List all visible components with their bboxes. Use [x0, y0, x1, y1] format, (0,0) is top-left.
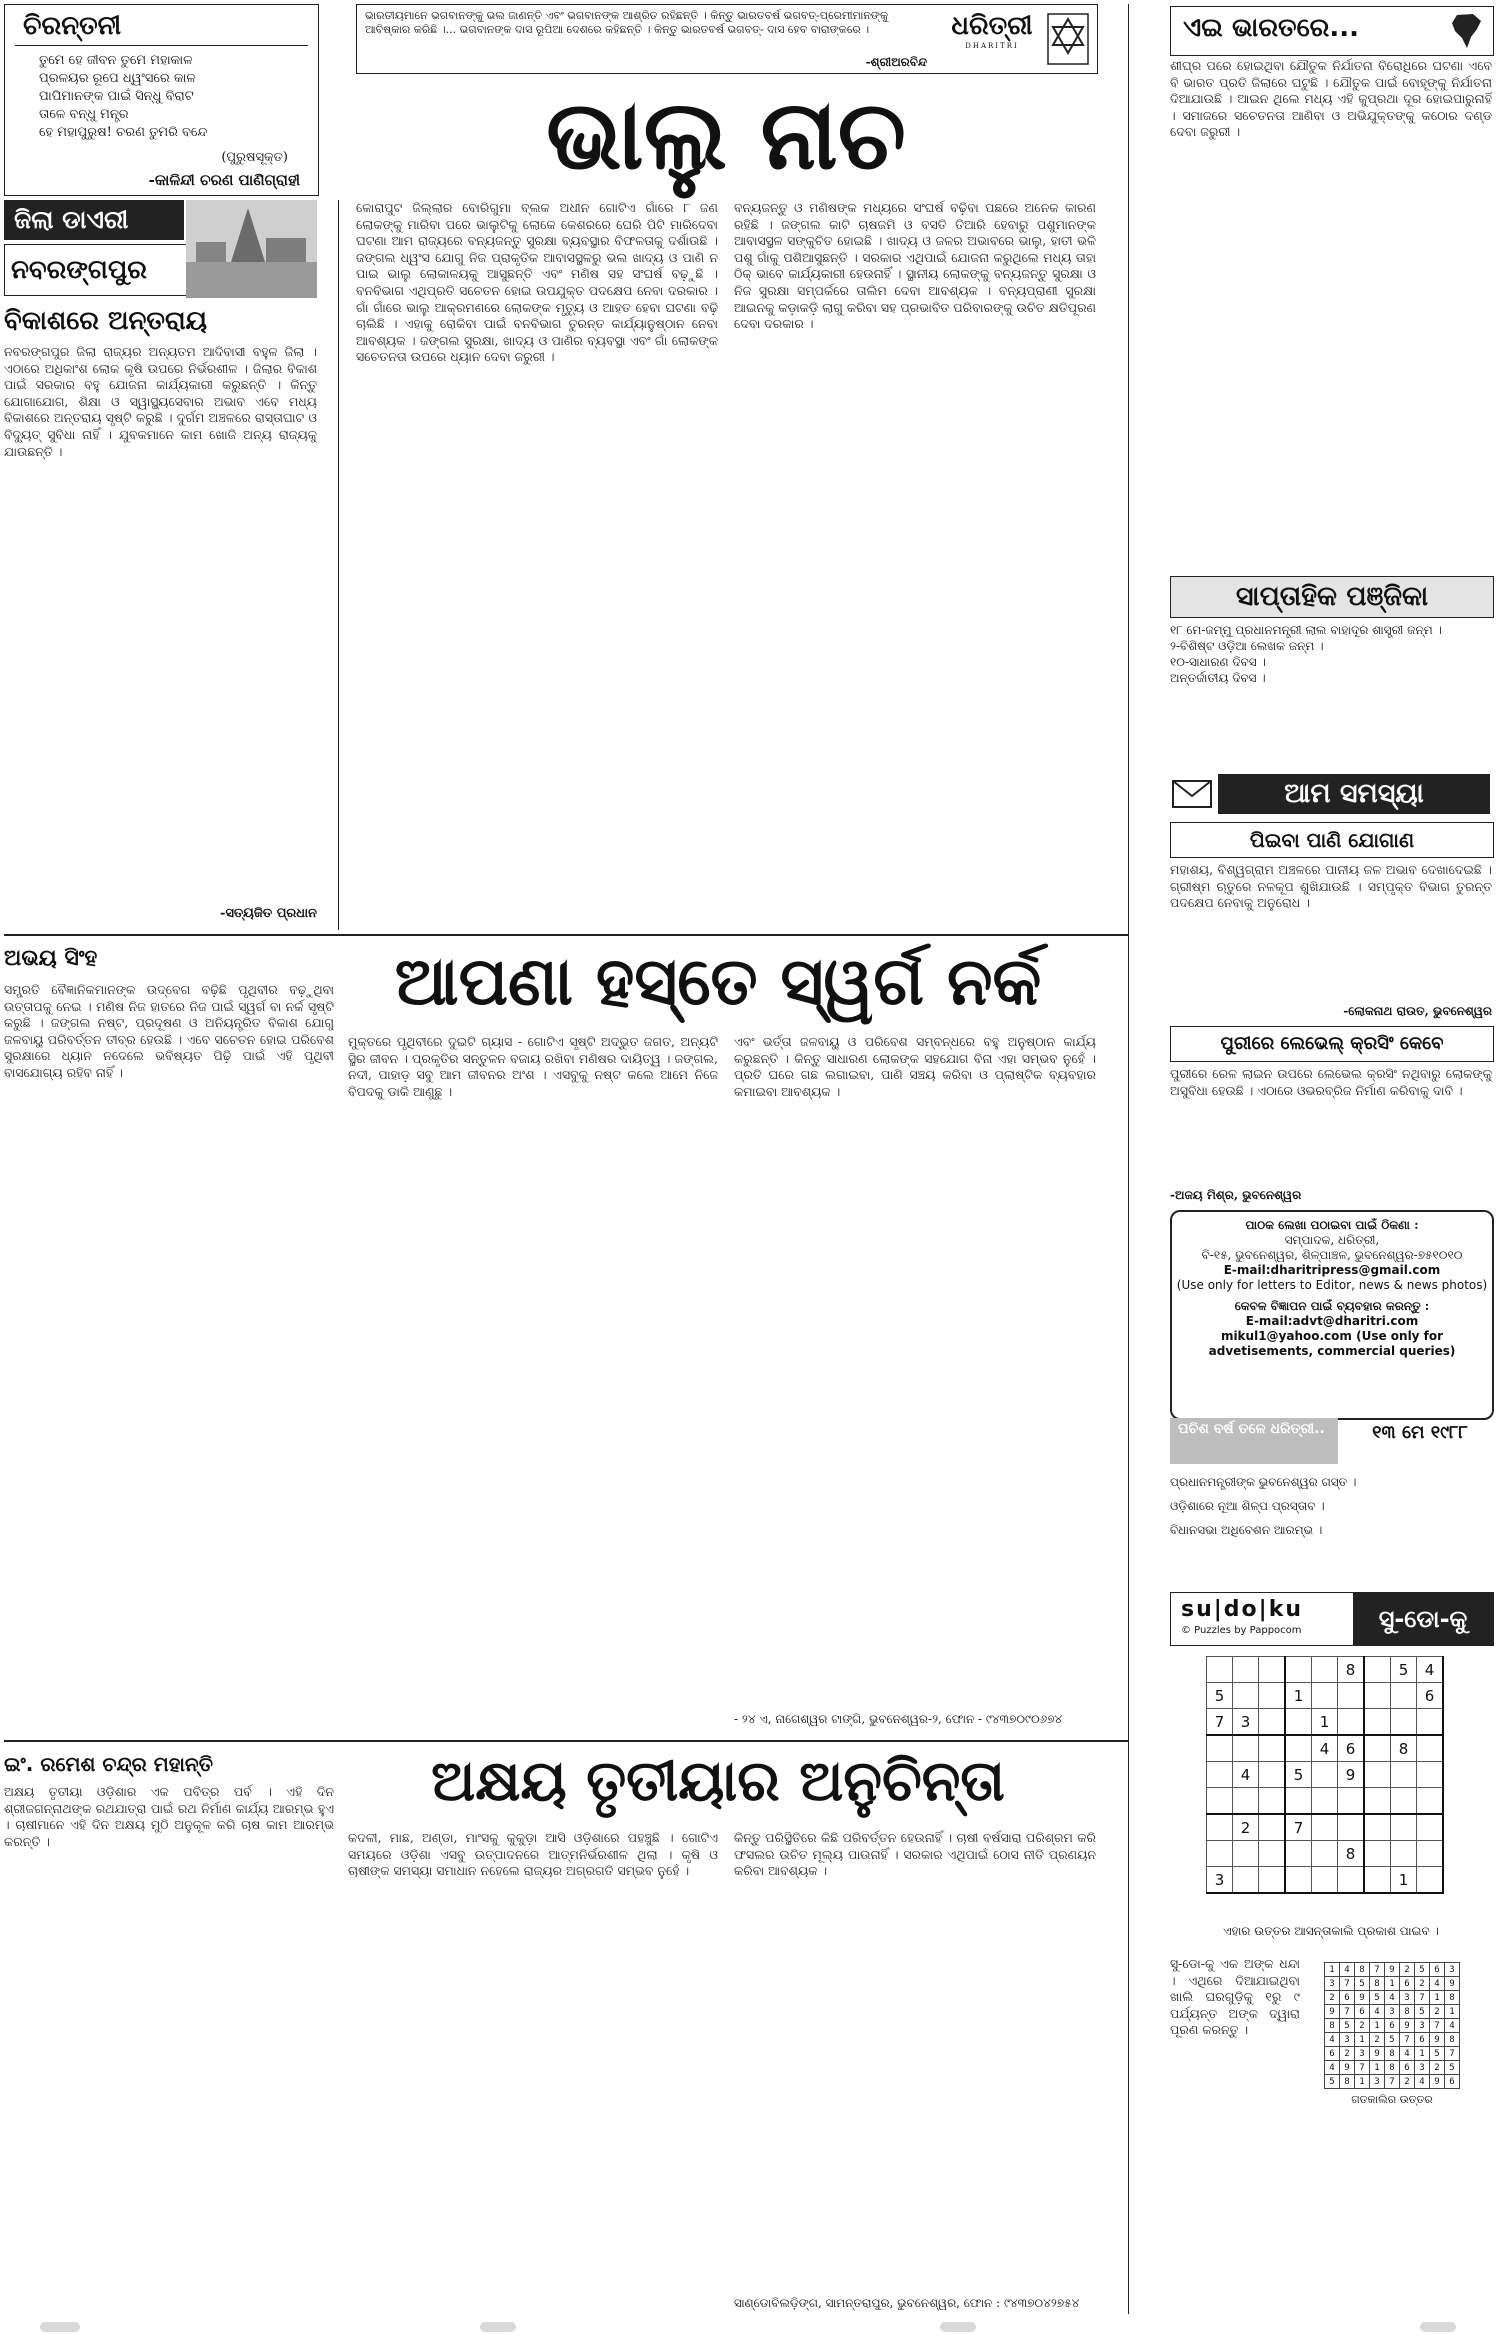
sudoku-cell[interactable]	[1259, 1762, 1286, 1788]
sudoku-instructions	[1170, 1956, 1300, 2156]
district-header	[4, 200, 317, 300]
solution-cell: 9	[1370, 2047, 1385, 2061]
sudoku-cell[interactable]: 6	[1417, 1683, 1444, 1709]
solution-cell: 2	[1430, 2005, 1445, 2019]
sudoku-cell[interactable]	[1259, 1814, 1286, 1841]
solution-cell: 8	[1325, 2019, 1340, 2033]
sudoku-cell[interactable]	[1312, 1762, 1338, 1788]
sudoku-cell[interactable]	[1338, 1788, 1365, 1815]
sudoku-sub: © Puzzles by Pappocom	[1181, 1625, 1302, 1636]
solution-cell: 3	[1445, 1963, 1460, 1977]
contact-email[interactable]: E-mail:dharitripress@gmail.com	[1223, 1263, 1441, 1277]
solution-cell: 5	[1325, 2075, 1340, 2089]
india-body	[1170, 58, 1492, 568]
poem-title: ଚିରନ୍ତନୀ	[23, 11, 122, 41]
sudoku-row	[1325, 2033, 1460, 2047]
contact-line: ପାଠକ ଲେଖା ପଠାଇବା ପାଇଁ ଠିକଣା :	[1245, 1218, 1419, 1232]
sudoku-cell[interactable]	[1338, 1867, 1365, 1894]
solution-cell: 6	[1385, 2019, 1400, 2033]
sudoku-cell[interactable]: 8	[1391, 1735, 1417, 1762]
sudoku-grid	[1206, 1656, 1444, 1894]
editorial3-col3	[734, 1830, 1096, 2290]
solution-cell: 1	[1355, 2075, 1370, 2089]
sudoku-cell[interactable]	[1417, 1735, 1444, 1762]
solution-caption: ଗତକାଲିର ଉତ୍ତର	[1351, 2093, 1433, 2106]
problem-text: ପୁରୀରେ ରେଳ ଲାଇନ ଉପରେ ଲେଭେଲ କ୍ରସିଂ ନଥିବାରୁ ଲୋକଙ୍କୁ ଅସୁବିଧା ହେଉଛି । ଏଠାରେ ଓଭରବ୍ରିଜ ନିର୍ମାଣ କରିବାକୁ ଦାବି ।	[1170, 1066, 1492, 1098]
problem-header	[1170, 774, 1492, 814]
contact-line: ସମ୍ପାଦକ, ଧରିତ୍ରୀ,	[1284, 1233, 1380, 1247]
solution-cell: 2	[1370, 2033, 1385, 2047]
sudoku-cell[interactable]: 3	[1207, 1867, 1233, 1894]
sudoku-cell[interactable]	[1312, 1841, 1338, 1867]
sudoku-cell[interactable]	[1285, 1735, 1312, 1762]
footer-pill	[480, 2322, 516, 2332]
sudoku-cell[interactable]	[1364, 1709, 1391, 1736]
sudoku-cell[interactable]	[1417, 1867, 1444, 1894]
sudoku-cell[interactable]	[1233, 1841, 1259, 1867]
sudoku-cell[interactable]	[1233, 1788, 1259, 1815]
sudoku-cell[interactable]	[1233, 1867, 1259, 1894]
editorial3-text: କିନ୍ତୁ ପରିସ୍ଥିତିରେ କିଛି ପରିବର୍ତ୍ତନ ହେଉନାହିଁ । ଚାଷୀ ବର୍ଷସାରା ପରିଶ୍ରମ କରି ଫସଲର ଉଚିତ ମୂଲ୍ୟ ପାଉନାହିଁ । ସରକାର ଏଥିପାଇଁ ଠୋସ ନୀତି ପ୍ରଣୟନ କରିବା ଆବଶ୍ୟକ ।	[734, 1830, 1096, 1879]
solution-cell: 4	[1400, 2047, 1415, 2061]
sudoku-cell[interactable]	[1391, 1788, 1417, 1815]
solution-cell: 9	[1340, 2061, 1355, 2075]
sudoku-row	[1325, 2005, 1460, 2019]
almanac-header: ସାପ୍ତାହିକ ପଞ୍ଜିକା	[1170, 576, 1494, 618]
india-text: ଶୀଘ୍ର ପରେ ହୋଇଥିବା ଯୌତୁକ ନିର୍ଯାତନା ବିରୋଧିରେ ଘଟଣା ଏବେ ବି ଭାରତ ପ୍ରତି ଜିଲାରେ ଘଟୁଛି । ଯୌତୁକ ପାଇଁ ବୋହୂଙ୍କୁ ନିର୍ଯାତନା ଦିଆଯାଉଛି । ଆଇନ ଥିଲେ ମଧ୍ୟ ଏହି କୁପ୍ରଥା ଦୂର ହୋଇପାରୁନାହିଁ । ସମାଜରେ ସଚେତନତା ଆଣିବା ଓ ଅଭିଯୁକ୍ତଙ୍କୁ କଠୋର ଦଣ୍ଡ ଦେବା ଜରୁରୀ ।	[1170, 58, 1492, 140]
poem-line: ତୁମେ ହେ ଜୀବନ ତୁମେ ମହାକାଳ	[39, 53, 193, 68]
sudoku-cell[interactable]	[1312, 1867, 1338, 1894]
solution-cell: 7	[1415, 1991, 1430, 2005]
sudoku-cell[interactable]	[1417, 1788, 1444, 1815]
solution-cell: 8	[1445, 1991, 1460, 2005]
sudoku-cell[interactable]	[1338, 1683, 1365, 1709]
solution-cell: 6	[1445, 2075, 1460, 2089]
sudoku-cell[interactable]: 8	[1338, 1841, 1365, 1867]
solution-cell: 2	[1355, 2019, 1370, 2033]
contact-email[interactable]: mikul1@yahoo.com (Use only for advetisements, commercial queries)	[1208, 1329, 1456, 1358]
solution-cell: 4	[1325, 2061, 1340, 2075]
sudoku-instructions-text: ସୁ-ଡୋ-କୁ ଏକ ଅଙ୍କ ଧନ୍ଦା । ଏଥିରେ ଦିଆଯାଇଥିବା ଖାଲି ଘରଗୁଡ଼ିକୁ ୧ରୁ ୯ ପର୍ଯ୍ୟନ୍ତ ଅଙ୍କ ଦ୍ୱାରା ପୂରଣ କରନ୍ତୁ ।	[1170, 1956, 1300, 2038]
footer-pill	[940, 2322, 976, 2332]
solution-cell: 9	[1385, 1963, 1400, 1977]
sudoku-row	[1325, 1963, 1460, 1977]
solution-cell: 9	[1430, 2075, 1445, 2089]
sudoku-cell[interactable]	[1233, 1735, 1259, 1762]
solution-cell: 6	[1400, 2061, 1415, 2075]
sudoku-title: ସୁ-ଡୋ-କୁ	[1353, 1593, 1493, 1645]
solution-cell: 6	[1340, 1991, 1355, 2005]
solution-cell: 3	[1340, 2033, 1355, 2047]
solution-cell: 6	[1415, 2033, 1430, 2047]
district-author: -ସତ୍ୟଜିତ ପ୍ରଧାନ	[220, 906, 317, 921]
solution-cell: 7	[1400, 2033, 1415, 2047]
past-item: ବିଧାନସଭା ଅଧିବେଶନ ଆରମ୍ଭ ।	[1170, 1523, 1323, 1537]
sudoku-solution	[1324, 1962, 1460, 2107]
district-name: ନବରଙ୍ଗପୁର	[4, 244, 192, 296]
district-headline: ବିକାଶରେ ଅନ୍ତରାୟ	[4, 306, 208, 336]
editorial3-text: କଦଳୀ, ମାଛ, ଅଣ୍ଡା, ମାଂସକୁ କୁକୁଡ଼ା ଆସି ଓଡ଼ିଶାରେ ପହଞ୍ଚୁଛି । ଗୋଟିଏ ସମୟରେ ଓଡ଼ିଶା ଏସବୁ ଉତ୍ପାଦନରେ ଆତ୍ମନିର୍ଭରଶୀଳ ଥିଲା । କୃଷି ଓ ଚାଷୀଙ୍କ ସମସ୍ୟା ସମାଧାନ ନହେଲେ ରାଜ୍ୟର ଅଗ୍ରଗତି ସମ୍ଭବ ନୁହେଁ ।	[348, 1830, 718, 1879]
solution-cell: 8	[1355, 1963, 1370, 1977]
poem-author: -କାଳିନ୍ଦୀ ଚରଣ ପାଣିଗ୍ରାହୀ	[148, 171, 300, 189]
contact-note: (Use only for letters to Editor, news & news photos)	[1176, 1278, 1488, 1292]
past-header	[1170, 1418, 1492, 1468]
sudoku-cell[interactable]	[1364, 1788, 1391, 1815]
editorial2-col3	[734, 1034, 1096, 1706]
solution-cell: 5	[1415, 2005, 1430, 2019]
solution-cell: 5	[1430, 2047, 1445, 2061]
sudoku-cell[interactable]: 6	[1338, 1735, 1365, 1762]
solution-cell: 9	[1445, 1977, 1460, 1991]
sudoku-row	[1207, 1709, 1444, 1736]
masthead-sub: DHARITRI	[965, 42, 1019, 50]
sudoku-row	[1207, 1683, 1444, 1709]
sudoku-cell[interactable]	[1259, 1867, 1286, 1894]
sudoku-cell[interactable]	[1233, 1657, 1259, 1683]
solution-cell: 4	[1415, 2075, 1430, 2089]
sudoku-cell[interactable]: 4	[1417, 1657, 1444, 1683]
sudoku-answer-caption: ଏହାର ଉତ୍ତର ଆସନ୍ତାକାଲି ପ୍ରକାଶ ପାଇବ ।	[1223, 1924, 1439, 1938]
solution-cell: 6	[1430, 1963, 1445, 1977]
sudoku-cell[interactable]	[1207, 1657, 1233, 1683]
solution-cell: 7	[1355, 2061, 1370, 2075]
problem-title2: ପୁରୀରେ ଲେଭେଲ୍ କ୍ରସିଂ କେବେ	[1170, 1026, 1494, 1062]
sudoku-cell[interactable]	[1285, 1788, 1312, 1815]
sudoku-cell[interactable]: 3	[1233, 1709, 1259, 1736]
solution-cell: 3	[1355, 2047, 1370, 2061]
solution-cell: 1	[1325, 1963, 1340, 1977]
sudoku-table	[1206, 1656, 1444, 1894]
solution-cell: 1	[1415, 2047, 1430, 2061]
solution-cell: 2	[1400, 1963, 1415, 1977]
sudoku-cell[interactable]	[1391, 1762, 1417, 1788]
solution-cell: 1	[1385, 1977, 1400, 1991]
editorial3-col2	[348, 1830, 718, 2314]
poem-line: ତାଳେ ବନ୍ଧୁ ମନ୍ତ୍ର	[39, 107, 129, 122]
sudoku-cell[interactable]	[1259, 1709, 1286, 1736]
sudoku-cell[interactable]	[1391, 1683, 1417, 1709]
sudoku-cell[interactable]	[1285, 1657, 1312, 1683]
past-item: ପ୍ରଧାନମନ୍ତ୍ରୀଙ୍କ ଭୁବନେଶ୍ୱର ଗସ୍ତ ।	[1170, 1475, 1357, 1489]
sudoku-cell[interactable]: 4	[1233, 1762, 1259, 1788]
editorial1-text: କୋରାପୁଟ ଜିଲ୍ଲାର ବୋରିଗୁମା ବ୍ଲକ ଅଧୀନ ଗୋଟିଏ ଗାଁରେ ୮ ଜଣ ଲୋକଙ୍କୁ ମାରିବା ପରେ ଭାଲୁଟିକୁ ଲୋକେ କେଶରରେ ଘେରି ପିଟି ମାରିଦେବା ଘଟଣା ଆମ ରାଜ୍ୟରେ ବନ୍ୟଜନ୍ତୁ ସୁରକ୍ଷା ବ୍ୟବସ୍ଥାର ବିଫଳତାକୁ ଦର୍ଶାଉଛି । ଜଙ୍ଗଲ ଧ୍ୱଂସ ଯୋଗୁ ନିଜ ପ୍ରାକୃତିକ ଆବାସସ୍ଥଳରୁ ଭଲ ଖାଦ୍ୟ ଓ ପାଣି ନ ପାଇ ଭାଲୁ ଲୋକାଳୟକୁ ଆସୁଛନ୍ତି ଏବଂ ମଣିଷ ସହ ସଂଘର୍ଷ ବଢ଼ୁଛି । ବନବିଭାଗ ଏଥିପ୍ରତି ସଚେତନ ହୋଇ ଉପଯୁକ୍ତ ପଦକ୍ଷେପ ନେବା ଦରକାର । ଗାଁ ଗାଁରେ ଭାଲୁ ଆକ୍ରମଣରେ ଲୋକଙ୍କ ମୃତ୍ୟୁ ଓ ଆହତ ହେବା ଘଟଣା ବଢ଼ି ଚାଲିଛି । ଏହାକୁ ରୋକିବା ପାଇଁ ବନବିଭାଗ ତୁରନ୍ତ କାର୍ଯ୍ୟାନୁଷ୍ଠାନ ନେବା ଆବଶ୍ୟକ । ଜଙ୍ଗଲ ସୁରକ୍ଷା, ଖାଦ୍ୟ ଓ ପାଣିର ବ୍ୟବସ୍ଥା ଏବଂ ଗାଁ ଲୋକଙ୍କ ସଚେତନତା ଉପରେ ଧ୍ୟାନ ଦେବା ଜରୁରୀ ।	[356, 200, 718, 365]
editorial2-text: ସମ୍ପ୍ରତି ବୈଜ୍ଞାନିକମାନଙ୍କ ଉଦ୍‌ବେଗ ବଢ଼ିଛି ପୃଥିବୀର ବଢ଼ୁଥିବା ଉତ୍ତାପକୁ ନେଇ । ମଣିଷ ନିଜ ହାତରେ ନିଜ ପାଇଁ ସ୍ୱର୍ଗ ବା ନର୍କ ସୃଷ୍ଟି କରୁଛି । ଜଙ୍ଗଲ ନଷ୍ଟ, ପ୍ରଦୂଷଣ ଓ ଅନିୟନ୍ତ୍ରିତ ବିକାଶ ଯୋଗୁ ଜଳବାୟୁ ପରିବର୍ତ୍ତନ ତୀବ୍ର ହେଉଛି । ଏବେ ସଚେତନ ହୋଇ ପରିବେଶ ସୁରକ୍ଷାରେ ଧ୍ୟାନ ନଦେଲେ ଭବିଷ୍ୟତ ପିଢ଼ି ପାଇଁ ଏହି ପୃଥିବୀ ବାସଯୋଗ୍ୟ ରହିବ ନାହିଁ ।	[4, 982, 334, 1080]
poem-lines	[39, 52, 318, 142]
editorial1-col1	[356, 200, 718, 928]
editorial2-col2	[348, 1034, 718, 1732]
solution-cell: 4	[1385, 1991, 1400, 2005]
sudoku-cell[interactable]: 5	[1207, 1683, 1233, 1709]
sudoku-cell[interactable]: 4	[1312, 1735, 1338, 1762]
editorial1-col2	[734, 200, 1096, 928]
editorial3-title: ଅକ୍ଷୟ ତୃତୀୟାର ଅନୁଚିନ୍ତା	[431, 1749, 1005, 1814]
solution-cell: 3	[1385, 2005, 1400, 2019]
sudoku-cell[interactable]: 1	[1285, 1683, 1312, 1709]
sudoku-cell[interactable]	[1338, 1814, 1365, 1841]
sudoku-cell[interactable]	[1364, 1735, 1391, 1762]
editorial3-col1	[4, 1784, 334, 2314]
solution-cell: 8	[1400, 2005, 1415, 2019]
sudoku-cell[interactable]	[1207, 1841, 1233, 1867]
editorial2-byline: ଅଭୟ ସିଂହ	[4, 946, 98, 971]
solution-cell: 9	[1355, 1991, 1370, 2005]
sudoku-cell[interactable]	[1285, 1867, 1312, 1894]
solution-cell: 8	[1385, 2061, 1400, 2075]
editorial2-text: ଏବଂ ଭର୍ତ୍ତା ଜଳବାୟୁ ଓ ପରିବେଶ ସମ୍ବନ୍ଧରେ ବହୁ ଅନୁଷ୍ଠାନ କାର୍ଯ୍ୟ କରୁଛନ୍ତି । କିନ୍ତୁ ସାଧାରଣ ଲୋକଙ୍କ ସହଯୋଗ ବିନା ଏହା ସମ୍ଭବ ନୁହେଁ । ପ୍ରତି ଘରେ ଗଛ ଲଗାଇବା, ପାଣି ସଞ୍ଚୟ କରିବା ଓ ପ୍ଲାଷ୍ଟିକ ବ୍ୟବହାର କମାଇବା ଆବଶ୍ୟକ ।	[734, 1034, 1096, 1099]
sudoku-cell[interactable]	[1285, 1841, 1312, 1867]
almanac-item: ୧୦-ସାଧାରଣ ଦିବସ ।	[1170, 655, 1266, 669]
sudoku-header	[1170, 1592, 1494, 1646]
solution-cell: 2	[1415, 1977, 1430, 1991]
solution-cell: 8	[1385, 2047, 1400, 2061]
temple-photo	[186, 200, 317, 298]
solution-cell: 7	[1340, 1977, 1355, 1991]
contact-line: କେବଳ ବିଜ୍ଞାପନ ପାଇଁ ବ୍ୟବହାର କରନ୍ତୁ :	[1234, 1299, 1430, 1313]
sudoku-cell[interactable]: 5	[1391, 1657, 1417, 1683]
solution-cell: 1	[1370, 2019, 1385, 2033]
sudoku-cell[interactable]	[1207, 1762, 1233, 1788]
quote-author: -ଶ୍ରୀଅରବିନ୍ଦ	[865, 55, 927, 69]
solution-cell: 3	[1400, 1991, 1415, 2005]
sudoku-cell[interactable]	[1364, 1867, 1391, 1894]
sudoku-cell[interactable]	[1364, 1683, 1391, 1709]
poem-line: ପାପିମାନଙ୍କ ପାଇଁ ସିନ୍ଧୁ ବିରାଟ	[39, 89, 194, 104]
solution-cell: 5	[1370, 1991, 1385, 2005]
solution-cell: 9	[1430, 2033, 1445, 2047]
sudoku-cell[interactable]	[1233, 1683, 1259, 1709]
sudoku-row	[1325, 2075, 1460, 2089]
sudoku-row	[1325, 1991, 1460, 2005]
solution-cell: 5	[1445, 2061, 1460, 2075]
sudoku-cell[interactable]	[1391, 1814, 1417, 1841]
sudoku-row	[1325, 1977, 1460, 1991]
sudoku-row	[1325, 2047, 1460, 2061]
sudoku-cell[interactable]	[1417, 1762, 1444, 1788]
solution-cell: 6	[1400, 1977, 1415, 1991]
problem-body2	[1170, 1066, 1492, 1186]
solution-cell: 2	[1400, 2075, 1415, 2089]
solution-cell: 4	[1370, 2005, 1385, 2019]
almanac-item: ୧୮ ମେ-ଜମ୍ମୁ ପ୍ରଧାନମନ୍ତ୍ରୀ ଲାଲ ବାହାଦୂର ଶାସ୍ତ୍ରୀ ଜନ୍ମ ।	[1170, 623, 1442, 637]
solution-cell: 7	[1340, 2005, 1355, 2019]
editorial2-title: ଆପଣା ହସ୍ତେ ସ୍ୱର୍ଗ ନର୍କ	[394, 943, 1042, 1020]
contact-box	[1170, 1210, 1494, 1420]
footer-pill	[40, 2322, 80, 2332]
solution-cell: 8	[1370, 1977, 1385, 1991]
sudoku-cell[interactable]	[1312, 1657, 1338, 1683]
solution-cell: 4	[1340, 1963, 1355, 1977]
envelope-icon	[1172, 780, 1212, 808]
solution-table	[1324, 1962, 1460, 2089]
solution-cell: 3	[1370, 2075, 1385, 2089]
sudoku-cell[interactable]	[1312, 1683, 1338, 1709]
footer-pill	[1420, 2322, 1456, 2332]
problem-text: ମହାଶୟ, ବିଶ୍ୱଗ୍ରାମ ଅଞ୍ଚଳରେ ପାନୀୟ ଜଳ ଅଭାବ ଦେଖାଦେଇଛି । ଗ୍ରୀଷ୍ମ ଋତୁରେ ନଳକୂପ ଶୁଖିଯାଉଛି । ସମ୍ପୃକ୍ତ ବିଭାଗ ତୁରନ୍ତ ପଦକ୍ଷେପ ନେବାକୁ ଅନୁରୋଧ ।	[1170, 862, 1492, 911]
sudoku-cell[interactable]	[1364, 1841, 1391, 1867]
sudoku-cell[interactable]: 5	[1285, 1762, 1312, 1788]
india-map-icon	[1447, 11, 1487, 51]
star-emblem-icon	[1047, 13, 1089, 65]
solution-cell: 3	[1325, 1977, 1340, 1991]
sudoku-row	[1207, 1788, 1444, 1815]
sudoku-cell[interactable]	[1312, 1788, 1338, 1815]
sudoku-cell[interactable]: 1	[1312, 1709, 1338, 1736]
solution-cell: 7	[1370, 1963, 1385, 1977]
editorial3-text: ଅକ୍ଷୟ ତୃତୀୟା ଓଡ଼ିଶାର ଏକ ପବିତ୍ର ପର୍ବ । ଏହି ଦିନ ଶ୍ରୀଜଗନ୍ନାଥଙ୍କ ରଥଯାତ୍ରା ପାଇଁ ରଥ ନିର୍ମାଣ କାର୍ଯ୍ୟ ଆରମ୍ଭ ହୁଏ । ଚାଷୀମାନେ ଏହି ଦିନ ଅକ୍ଷୟ ମୁଠି ଅନୁକୂଳ କରି ଚାଷ କାମ ଆରମ୍ଭ କରନ୍ତି ।	[4, 1784, 334, 1849]
sudoku-cell[interactable]: 1	[1391, 1867, 1417, 1894]
sudoku-cell[interactable]	[1391, 1841, 1417, 1867]
past-date: ୧୩ ମେ ୧୯୮୮	[1372, 1422, 1468, 1443]
solution-cell: 3	[1415, 2061, 1430, 2075]
editorial2-col1	[4, 982, 334, 1732]
india-header	[1170, 6, 1494, 56]
past-label: ପଚିଶ ବର୍ଷ ତଳେ ଧରିତ୍ରୀ..	[1170, 1418, 1338, 1464]
problem-heading: ଆମ ସମସ୍ୟା	[1218, 774, 1490, 814]
solution-cell: 7	[1445, 2047, 1460, 2061]
sudoku-cell[interactable]: 7	[1207, 1709, 1233, 1736]
solution-cell: 6	[1325, 2047, 1340, 2061]
almanac-item: ୨-ବିଶିଷ୍ଟ ଓଡ଼ିଆ ଲେଖକ ଜନ୍ମ ।	[1170, 639, 1324, 653]
solution-cell: 7	[1430, 2019, 1445, 2033]
sudoku-row	[1207, 1762, 1444, 1788]
sudoku-cell[interactable]	[1391, 1709, 1417, 1736]
problem-title1: ପିଇବା ପାଣି ଯୋଗାଣ	[1170, 822, 1494, 858]
sudoku-cell[interactable]	[1417, 1841, 1444, 1867]
solution-cell: 8	[1445, 2033, 1460, 2047]
solution-cell: 5	[1355, 1977, 1370, 1991]
problem-author1: -ଲୋକନାଥ ରାଉତ, ଭୁବନେଶ୍ୱର	[1343, 1004, 1492, 1018]
poem-line: ହେ ମହାପୁରୁଷ! ଚରଣ ତୁମରି ବନ୍ଦେ	[39, 125, 208, 140]
past-list	[1170, 1474, 1492, 1538]
problem-body1	[1170, 862, 1492, 1002]
sudoku-cell[interactable]	[1259, 1657, 1286, 1683]
editorial3-address: ସାଣ୍ଡୋବିଲଡ଼ିଙ୍ଗ, ସାମନ୍ତରାପୁର, ଭୁବନେଶ୍ୱର, ଫୋନ : ୯୪୩୭୦୪୨୭୫୪	[734, 2296, 1080, 2310]
solution-cell: 1	[1355, 2033, 1370, 2047]
solution-cell: 1	[1445, 2005, 1460, 2019]
past-item: ଓଡ଼ିଶାରେ ନୂଆ ଶିଳ୍ପ ପ୍ରସ୍ତାବ ।	[1170, 1499, 1325, 1513]
sudoku-cell[interactable]	[1207, 1788, 1233, 1815]
solution-cell: 5	[1340, 2019, 1355, 2033]
solution-cell: 2	[1430, 2061, 1445, 2075]
solution-cell: 4	[1445, 2019, 1460, 2033]
sudoku-row	[1325, 2019, 1460, 2033]
problem-author2: -ଅଜୟ ମିଶ୍ର, ଭୁବନେଶ୍ୱର	[1170, 1188, 1302, 1202]
sudoku-cell[interactable]	[1364, 1814, 1391, 1841]
quote-text: ଭାରତୀୟମାନେ ଭଗବାନଙ୍କୁ ଭଲ ଜାଣନ୍ତି ଏବଂ ଭଗବାନଙ୍କ ଆଶ୍ରିତ ରହିଛନ୍ତି । କିନ୍ତୁ ଭାରତବର୍ଷ ଭଗବତ୍-ପ୍ରେମୀମାନଙ୍କୁ ଆବିଷ୍କାର କରିଛି ।... ଭଗବାନଙ୍କ ଦାସ ରୂପିଆ ଦେଶରେ କହିଛନ୍ତି । କିନ୍ତୁ ଭାରତବର୍ଷ ଭଗବତ୍- ଦାସ ହେବ ବାରାଙ୍କରେ ।	[365, 9, 889, 36]
quote-box	[356, 4, 1098, 74]
solution-cell: 9	[1325, 2005, 1340, 2019]
sudoku-cell[interactable]	[1259, 1683, 1286, 1709]
solution-cell: 9	[1400, 2019, 1415, 2033]
sudoku-row	[1207, 1735, 1444, 1762]
sudoku-cell[interactable]	[1207, 1735, 1233, 1762]
solution-cell: 6	[1355, 2005, 1370, 2019]
sudoku-row	[1325, 2061, 1460, 2075]
editorial2-text: ମୁକ୍ତରେ ପୃଥିବୀରେ ଦୁଇଟି ଗ୍ୟାସ - ଗୋଟିଏ ସୃଷ୍ଟି ଅଦ୍ଭୁତ ଜଗତ, ଅନ୍ୟଟି ସ୍ଥିର ଜୀବନ । ପ୍ରକୃତିର ସନ୍ତୁଳନ ବଜାୟ ରଖିବା ମଣିଷର ଦାୟିତ୍ୱ । ଜଙ୍ଗଲ, ନଦୀ, ପାହାଡ଼ ସବୁ ଆମ ଜୀବନର ଅଂଶ । ଏସବୁକୁ ନଷ୍ଟ କଲେ ଆମେ ନିଜେ ବିପଦକୁ ଡାକି ଆଣୁଛୁ ।	[348, 1034, 718, 1099]
almanac-item: ଅନ୍ତର୍ଜାତୀୟ ଦିବସ ।	[1170, 671, 1266, 685]
sudoku-cell[interactable]	[1364, 1657, 1391, 1683]
sudoku-brand: su|do|ku	[1181, 1597, 1303, 1622]
sudoku-cell[interactable]	[1312, 1814, 1338, 1841]
sudoku-cell[interactable]	[1417, 1709, 1444, 1736]
solution-cell: 8	[1340, 2075, 1355, 2089]
sudoku-row	[1207, 1657, 1444, 1683]
solution-cell: 4	[1430, 1977, 1445, 1991]
poem-source: (ପୁରୁଷସୂକ୍ତ)	[221, 150, 288, 165]
contact-line: ବି-୧୫, ଭୁବନେଶ୍ୱର, ଶିଳ୍ପାଞ୍ଚଳ, ଭୁବନେଶ୍ୱର-୭୫୧୦୧୦	[1201, 1248, 1463, 1262]
district-text: ନବରଙ୍ଗପୁର ଜିଲା ରାଜ୍ୟର ଅନ୍ୟତମ ଆଦିବାସୀ ବହୁଳ ଜିଲା । ଏଠାରେ ଅଧିକାଂଶ ଲୋକ କୃଷି ଉପରେ ନିର୍ଭରଶୀଳ । ଜିଲାର ବିକାଶ ପାଇଁ ସରକାର ବହୁ ଯୋଜନା କାର୍ଯ୍ୟକାରୀ କରୁଛନ୍ତି । କିନ୍ତୁ ଯୋଗାଯୋଗ, ଶିକ୍ଷା ଓ ସ୍ୱାସ୍ଥ୍ୟସେବାର ଅଭାବ ଏବେ ମଧ୍ୟ ବିକାଶରେ ଅନ୍ତରାୟ ସୃଷ୍ଟି କରୁଛି । ଦୁର୍ଗମ ଅଞ୍ଚଳରେ ରାସ୍ତାଘାଟ ଓ ବିଦ୍ୟୁତ୍ ସୁବିଧା ନାହିଁ । ଯୁବକମାନେ କାମ ଖୋଜି ଅନ୍ୟ ରାଜ୍ୟକୁ ଯାଉଛନ୍ତି ।	[4, 344, 317, 459]
masthead-logo	[947, 11, 1037, 50]
editorial2-address: - ୨୪ ଏ, ନାଗେଶ୍ୱର ଟାଙ୍ଗି, ଭୁବନେଶ୍ୱର-୨, ଫୋନ - ୯୪୩୭୦୯୦୬୭୪	[734, 1712, 1063, 1726]
sudoku-cell[interactable]	[1338, 1709, 1365, 1736]
sudoku-cell[interactable]	[1259, 1788, 1286, 1815]
solution-cell: 1	[1430, 1991, 1445, 2005]
contact-email[interactable]: E-mail:advt@dharitri.com	[1245, 1314, 1419, 1328]
solution-cell: 5	[1385, 2033, 1400, 2047]
solution-cell: 4	[1325, 2033, 1340, 2047]
editorial3-byline: ଇଂ. ରମେଶ ଚନ୍ଦ୍ର ମହାନ୍ତି	[4, 1752, 213, 1776]
solution-cell: 2	[1325, 1991, 1340, 2005]
solution-cell: 1	[1370, 2061, 1385, 2075]
sudoku-row	[1207, 1814, 1444, 1841]
sudoku-cell[interactable]: 7	[1285, 1814, 1312, 1841]
sudoku-cell[interactable]	[1417, 1814, 1444, 1841]
district-label: ଜିଲା ଡାଏରୀ	[4, 200, 184, 240]
sudoku-cell[interactable]	[1259, 1841, 1286, 1867]
editorial1-title: ଭାଲୁ ନାଚ	[546, 79, 906, 191]
solution-cell: 2	[1340, 2047, 1355, 2061]
district-body	[4, 344, 317, 904]
masthead-name: ଧରିତ୍ରୀ	[951, 11, 1033, 41]
sudoku-cell[interactable]	[1259, 1735, 1286, 1762]
editorial1-text: ବନ୍ୟଜନ୍ତୁ ଓ ମଣିଷଙ୍କ ମଧ୍ୟରେ ସଂଘର୍ଷ ବଢ଼ିବା ପଛରେ ଅନେକ କାରଣ ରହିଛି । ଜଙ୍ଗଲ କାଟି ଚାଷଜମି ଓ ବସତି ତିଆରି ହେବାରୁ ପଶୁମାନଙ୍କ ଆବାସସ୍ଥଳ ସଙ୍କୁଚିତ ହୋଇଛି । ଖାଦ୍ୟ ଓ ଜଳର ଅଭାବରେ ଭାଲୁ, ହାତୀ ଭଳି ପଶୁ ଗାଁକୁ ପଶିଆସୁଛନ୍ତି । ସରକାର ଏଥିପାଇଁ ଯୋଜନା କରୁଥିଲେ ମଧ୍ୟ ତାହା ଠିକ୍ ଭାବେ କାର୍ଯ୍ୟକାରୀ ହେଉନାହିଁ । ସ୍ଥାନୀୟ ଲୋକଙ୍କୁ ବନ୍ୟଜନ୍ତୁ ସୁରକ୍ଷା ଓ ନିଜ ସୁରକ୍ଷା ସମ୍ପର୍କରେ ତାଲିମ ଦେବା ଆବଶ୍ୟକ । ବନ୍ୟପ୍ରାଣୀ ସୁରକ୍ଷା ଆଇନକୁ କଡ଼ାକଡ଼ି ଲାଗୁ କରିବା ସହ ପ୍ରଭାବିତ ପରିବାରଙ୍କୁ ଉଚିତ କ୍ଷତିପୂରଣ ଦେବା ଦରକାର ।	[734, 200, 1096, 332]
sudoku-cell[interactable]: 2	[1233, 1814, 1259, 1841]
sudoku-cell[interactable]	[1207, 1814, 1233, 1841]
india-title: ଏଇ ଭାରତରେ...	[1183, 13, 1359, 43]
sudoku-row	[1207, 1841, 1444, 1867]
sudoku-cell[interactable]	[1364, 1762, 1391, 1788]
almanac-list	[1170, 622, 1492, 686]
sudoku-cell[interactable]: 9	[1338, 1762, 1365, 1788]
solution-cell: 3	[1415, 2019, 1430, 2033]
poem-box	[4, 4, 319, 196]
poem-line: ପ୍ରଳୟର ରୂପେ ଧ୍ୱଂସରେ କାଳ	[39, 71, 196, 86]
sudoku-cell[interactable]: 8	[1338, 1657, 1365, 1683]
sudoku-cell[interactable]	[1285, 1709, 1312, 1736]
sudoku-row	[1207, 1867, 1444, 1894]
solution-cell: 7	[1385, 2075, 1400, 2089]
solution-cell: 5	[1415, 1963, 1430, 1977]
